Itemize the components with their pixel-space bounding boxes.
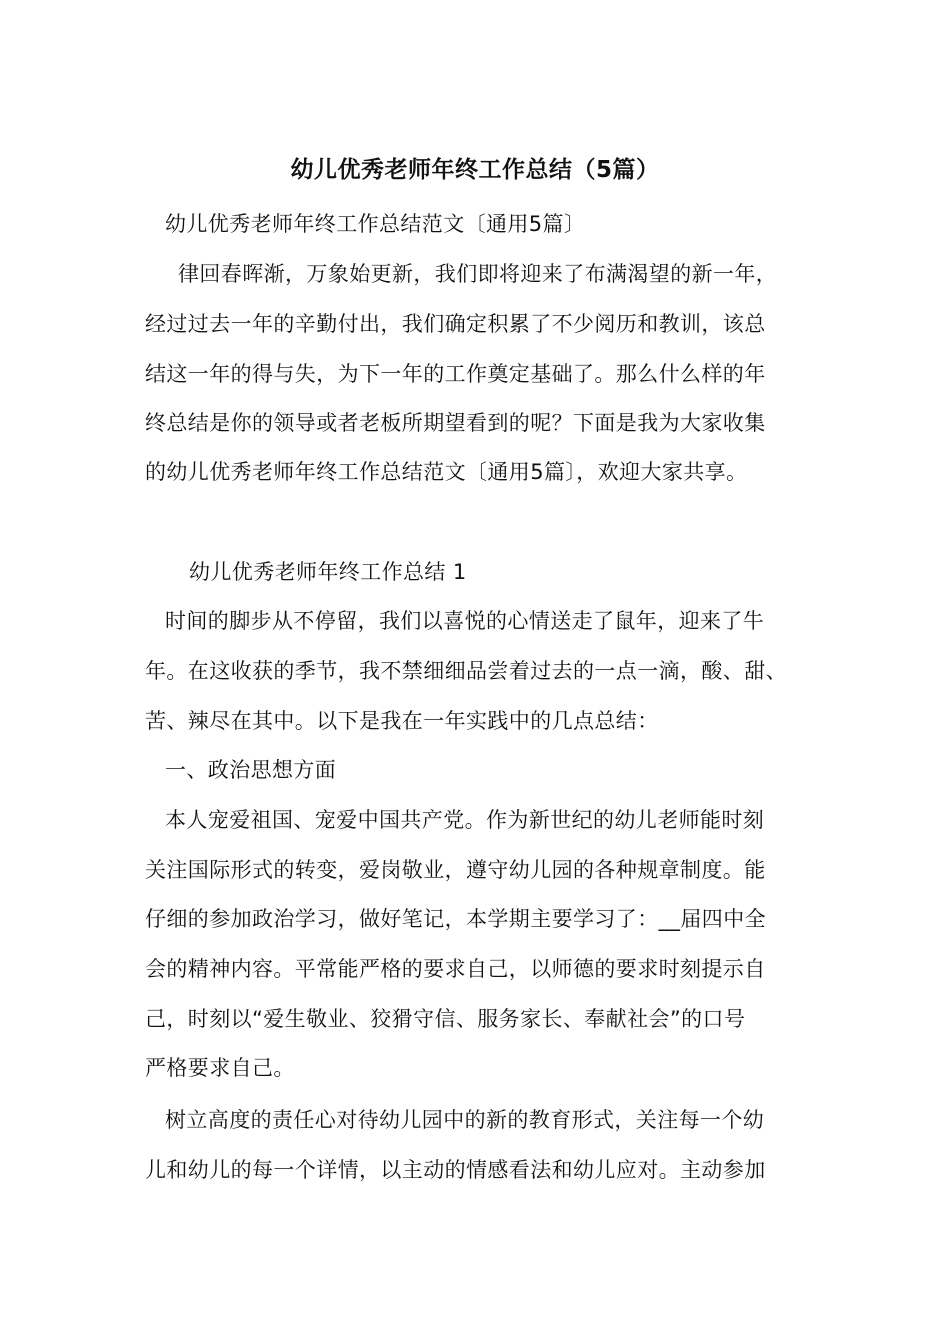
paragraph-line: 关注国际形式的转变，爱岗敬业，遵守幼儿园的各种规章制度。能 <box>145 858 766 882</box>
paragraph-line: 仔细的参加政治学习，做好笔记，本学期主要学习了：__届四中全 <box>145 907 766 931</box>
document-title: 幼儿优秀老师年终工作总结（5篇） <box>290 157 660 183</box>
sub-heading: 一、政治思想方面 <box>165 758 337 782</box>
paragraph-line: 树立高度的责任心对待幼儿园中的新的教育形式，关注每一个幼 <box>165 1108 765 1132</box>
intro-line: 经过过去一年的辛勤付出，我们确定积累了不少阅历和教训，该总 <box>145 312 766 336</box>
paragraph-line: 苦、辣尽在其中。以下是我在一年实践中的几点总结： <box>145 709 659 733</box>
paragraph-line: 本人宠爱祖国、宠爱中国共产党。作为新世纪的幼儿老师能时刻 <box>165 808 765 832</box>
paragraph-line: 年。在这收获的季节，我不禁细细品尝着过去的一点一滴，酸、甜、 <box>145 659 787 683</box>
paragraph-line: 儿和幼儿的每一个详情，以主动的情感看法和幼儿应对。主动参加 <box>145 1158 766 1182</box>
intro-line: 律回春晖渐，万象始更新，我们即将迎来了布满渴望的新一年， <box>178 262 778 286</box>
intro-line: 结这一年的得与失，为下一年的工作奠定基础了。那么什么样的年 <box>145 362 766 386</box>
intro-line: 终总结是你的领导或者老板所期望看到的呢？下面是我为大家收集 <box>145 411 766 435</box>
document-subtitle: 幼儿优秀老师年终工作总结范文〔通用5篇〕 <box>165 212 586 236</box>
section-heading: 幼儿优秀老师年终工作总结 1 <box>189 560 467 584</box>
paragraph-line: 严格要求自己。 <box>145 1056 295 1080</box>
paragraph-line: 会的精神内容。平常能严格的要求自己，以师德的要求时刻提示自 <box>145 957 766 981</box>
intro-line: 的幼儿优秀老师年终工作总结范文〔通用5篇〕，欢迎大家共享。 <box>145 460 748 484</box>
paragraph-line: 时间的脚步从不停留，我们以喜悦的心情送走了鼠年，迎来了牛 <box>165 609 765 633</box>
paragraph-line: 己，时刻以“爱生敬业、狡猾守信、服务家长、奉献社会”的口号 <box>145 1007 746 1031</box>
